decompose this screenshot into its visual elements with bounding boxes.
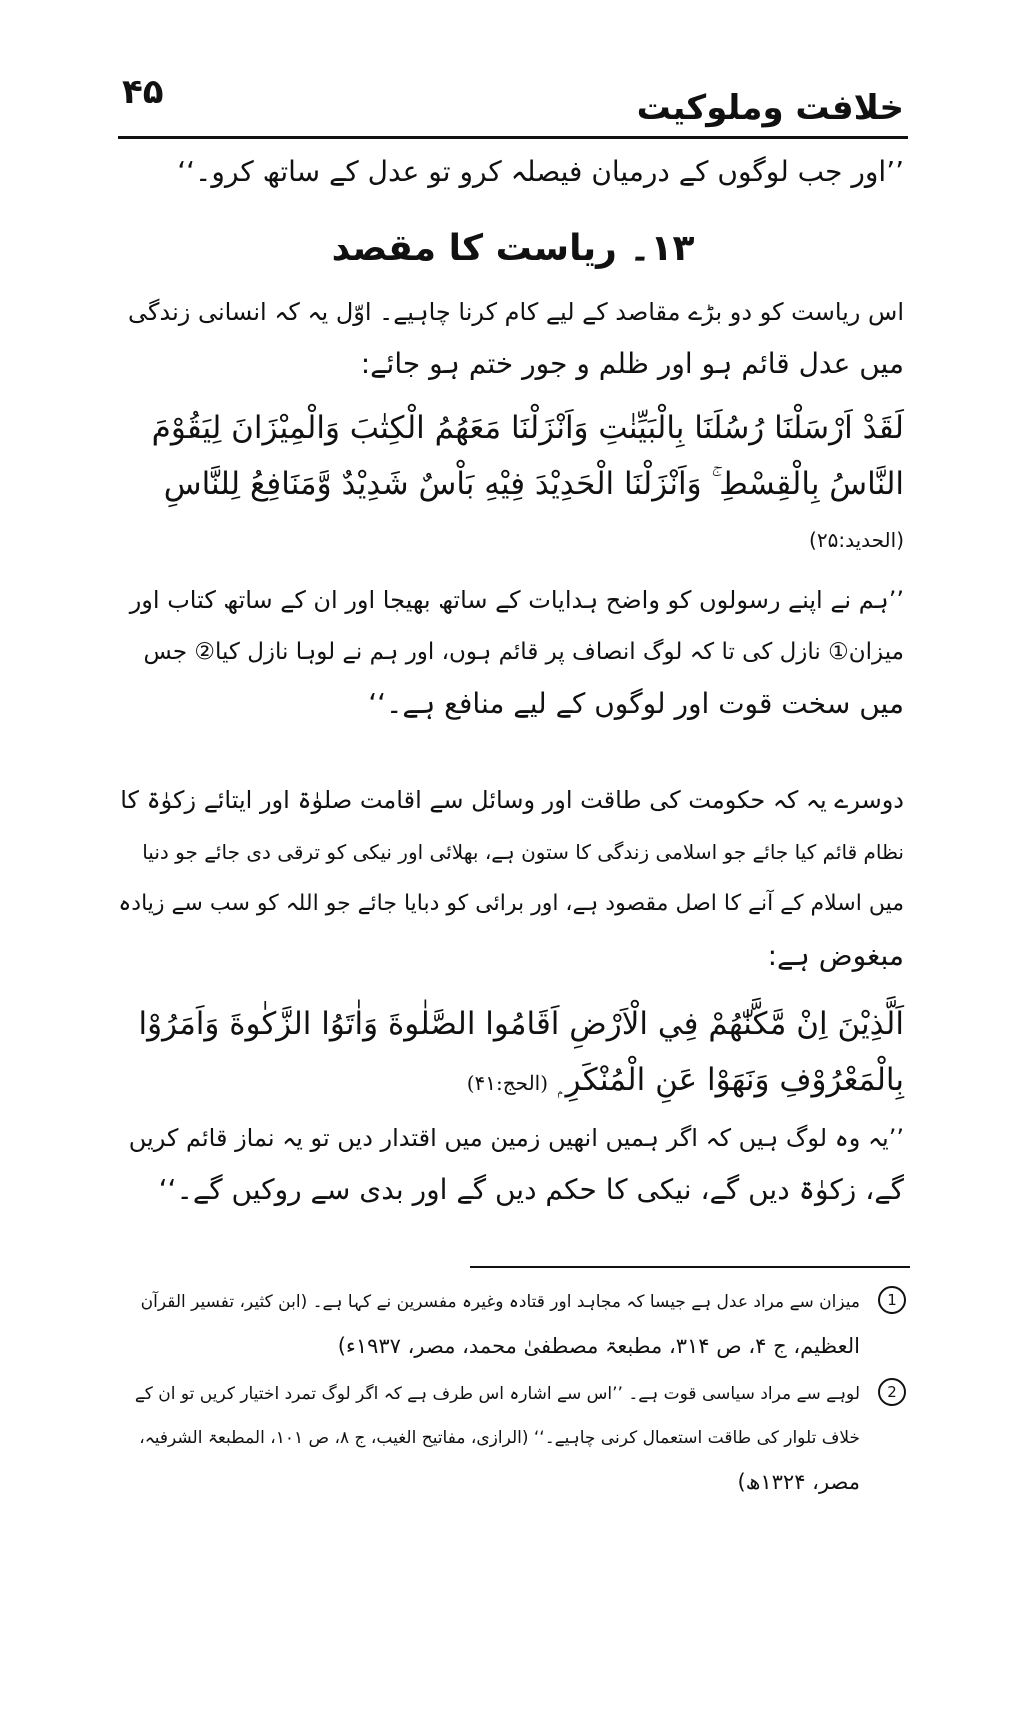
footnote-line: مصر، ۱۳۲۴ھ) <box>737 1470 860 1494</box>
section-heading: ۱۳۔ ریاست کا مقصد <box>331 228 695 269</box>
paragraph-2 <box>114 774 904 982</box>
running-head-title: خلافت وملوکیت <box>636 88 904 128</box>
footnote-line: میزان سے مراد عدل ہے جیسا کہ مجاہد اور قتادہ وغیرہ مفسرین نے کہا ہے۔ (ابن کثیر، تفسیر القرآن <box>140 1292 860 1312</box>
footnote-1 <box>114 1280 897 1368</box>
paragraph-1 <box>114 286 904 390</box>
translation-1 <box>114 574 904 730</box>
intro-quote-block <box>114 146 904 198</box>
paragraph-line: میں اسلام کے آنے کا اصل مقصود ہے، اور برائی کو دبایا جائے جو اللہ کو سب سے زیادہ <box>118 891 904 916</box>
footnote-line: العظیم، ج ۴، ص ۳۱۴، مطبعۃ مصطفیٰ محمد، مصر، ۱۹۳۷ء) <box>337 1334 860 1358</box>
footnote-2 <box>114 1372 897 1504</box>
paragraph-line: میں عدل قائم ہو اور ظلم و جور ختم ہو جائے: <box>360 347 904 380</box>
translation-line: میزان① نازل کی تا کہ لوگ انصاف پر قائم ہوں، اور ہم نے لوہا نازل کیا② جس <box>143 639 904 665</box>
footnote-line: لوہے سے مراد سیاسی قوت ہے۔ ’’اس سے اشارہ اس طرف ہے کہ اگر لوگ تمرد اختیار کریں تو ان کے <box>134 1384 860 1404</box>
verse-line: لَقَدْ اَرْسَلْنَا رُسُلَنَا بِالْبَيِّنٰتِ وَاَنْزَلْنَا مَعَهُمُ الْكِتٰبَ وَالْمِيْزَانَ لِيَقُوْمَ <box>151 410 904 446</box>
verse-1-reference-block <box>809 528 904 552</box>
verse-1 <box>152 400 904 512</box>
footnote-marker: 2 <box>878 1378 906 1406</box>
translation-line: ’’ہم نے اپنے رسولوں کو واضح ہدایات کے ساتھ بھیجا اور ان کے ساتھ کتاب اور <box>129 586 904 614</box>
footnote-marker: 1 <box>878 1286 906 1314</box>
translation-2 <box>114 1112 904 1216</box>
translation-line: ’’یہ وہ لوگ ہیں کہ اگر ہمیں انھیں زمین میں اقتدار دیں تو یہ نماز قائم کریں <box>128 1124 904 1152</box>
page-number: ۴۵ <box>122 72 164 112</box>
translation-line: گے، زکوٰۃ دیں گے، نیکی کا حکم دیں گے اور بدی سے روکیں گے۔‘‘ <box>158 1173 904 1206</box>
verse-line <box>139 1052 904 1111</box>
verse-2 <box>139 996 904 1111</box>
verse-text: بِالْمَعْرُوْفِ وَنَهَوْا عَنِ الْمُنْكَرِ ۭ <box>557 1062 904 1098</box>
intro-quote: ’’اور جب لوگوں کے درمیان فیصلہ کرو تو عدل کے ساتھ کرو۔‘‘ <box>177 155 904 188</box>
paragraph-line: مبغوض ہے: <box>767 939 904 972</box>
paragraph-line: نظام قائم کیا جائے جو اسلامی زندگی کا ستون ہے، بھلائی اور نیکی کو ترقی دی جائے جو دنیا <box>142 840 904 864</box>
verse-reference: (الحدید:۲۵) <box>809 528 904 552</box>
footnote-line: خلاف تلوار کی طاقت استعمال کرنی چاہیے۔‘‘ (الرازی، مفاتیح الغیب، ج ۸، ص ۱۰۱، المطبعۃ الشرفیہ، <box>139 1428 860 1448</box>
verse-line: النَّاسُ بِالْقِسْطِ ۚ وَاَنْزَلْنَا الْحَدِيْدَ فِيْهِ بَاْسٌ شَدِيْدٌ وَّمَنَافِعُ لِلنَّاسِ <box>163 466 904 502</box>
footnote-divider <box>470 1266 910 1268</box>
verse-reference: (الحج:۴۱) <box>466 1071 549 1095</box>
header-rule <box>118 136 908 139</box>
paragraph-line: دوسرے یہ کہ حکومت کی طاقت اور وسائل سے اقامت صلوٰۃ اور ایتائے زکوٰۃ کا <box>120 786 904 814</box>
verse-line: اَلَّذِيْنَ اِنْ مَّكَّنّٰهُمْ فِي الْاَرْضِ اَقَامُوا الصَّلٰوةَ وَاٰتَوُا الزَّكٰوةَ وَاَمَرُوْا <box>138 1006 904 1042</box>
translation-line: میں سخت قوت اور لوگوں کے لیے منافع ہے۔‘‘ <box>368 687 904 720</box>
paragraph-line: اس ریاست کو دو بڑے مقاصد کے لیے کام کرنا چاہیے۔ اوّل یہ کہ انسانی زندگی <box>128 298 904 326</box>
